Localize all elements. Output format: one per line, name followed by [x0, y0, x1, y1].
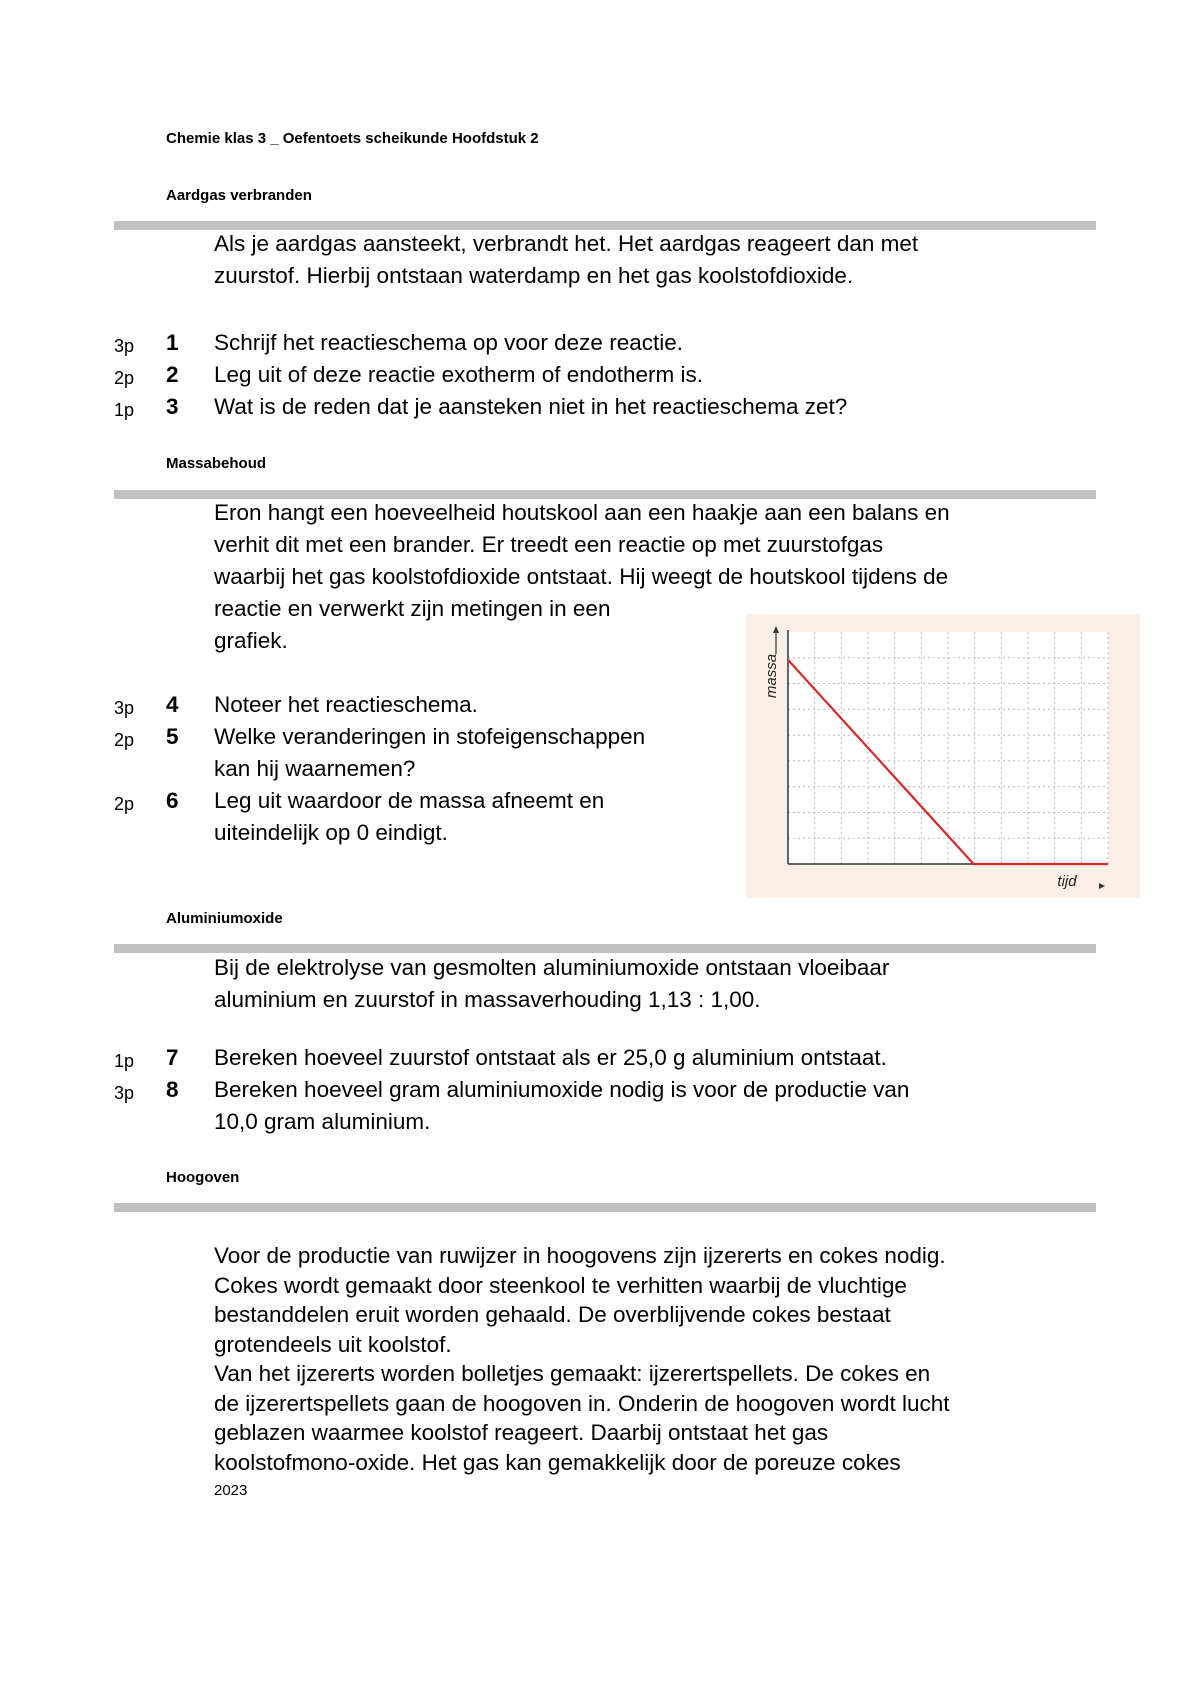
chart-xlabel: tijd	[1057, 873, 1077, 890]
question-points: 2p	[114, 368, 135, 388]
question-text: Leg uit of deze reactie exotherm of endotherm is.	[214, 362, 704, 387]
question-number: 3	[166, 394, 179, 419]
question-text: Bereken hoeveel gram aluminiumoxide nodig is voor de productie van 10,0 gram aluminium.	[214, 1077, 910, 1134]
section-rule	[114, 1203, 1096, 1212]
question-text: Welke veranderingen in stofeigenschappen kan hij waarnemen?	[214, 724, 646, 781]
question-number: 7	[166, 1045, 179, 1070]
section-title-aluminiumoxide: Aluminiumoxide	[166, 910, 283, 927]
section-intro: Als je aardgas aansteekt, verbrandt het. Het aardgas reageert dan met zuurstof. Hierbij ontstaan waterdamp en het gas koolstofdioxide.	[214, 231, 919, 288]
question-points: 3p	[114, 336, 135, 356]
question-text: Leg uit waardoor de massa afneemt en uiteindelijk op 0 eindigt.	[214, 788, 605, 845]
page-footer: 2023	[214, 1482, 248, 1499]
question-number: 8	[166, 1077, 179, 1102]
question-number: 5	[166, 724, 179, 749]
question-points: 1p	[114, 1051, 135, 1071]
question-points: 1p	[114, 400, 135, 420]
question-text: Wat is de reden dat je aansteken niet in het reactieschema zet?	[214, 394, 848, 419]
question-text: Noteer het reactieschema.	[214, 692, 478, 717]
section-intro: Voor de productie van ruwijzer in hoogovens zijn ijzererts en cokes nodig. Cokes wordt gemaakt door steenkool te verhitten waarbij de vluchtige bestanddelen eruit worden gehaald. De overblijvende cokes bestaat grotendeels uit koolstof. Van het ijzererts worden bolletjes gemaakt: ijzerertspellets. De cokes en de ijzerertspellets gaan de hoogoven in. Onderin de hoogoven wordt lucht geblazen waarmee koolstof reageert. Daarbij ontstaat het gas koolstofmono-oxide. Het gas kan gemakkelijk door de poreuze cokes	[214, 1243, 950, 1475]
question-text: Schrijf het reactieschema op voor deze reactie.	[214, 330, 683, 355]
mass-time-chart	[746, 614, 1140, 898]
chart-grid	[788, 632, 1108, 864]
chart-y-arrow-head	[773, 626, 779, 633]
question-number: 6	[166, 788, 179, 813]
chart-ylabel: massa	[763, 653, 780, 699]
chart-x-arrow-head	[1099, 883, 1105, 889]
section-title-aardgas: Aardgas verbranden	[166, 187, 312, 204]
question-points: 3p	[114, 698, 135, 718]
question-number: 2	[166, 362, 179, 387]
section-title-hoogoven: Hoogoven	[166, 1169, 240, 1186]
question-points: 3p	[114, 1083, 135, 1103]
question-points: 2p	[114, 730, 135, 750]
section-intro: Eron hangt een hoeveelheid houtskool aan een haakje aan een balans en verhit dit met een brander. Er treedt een reactie op met zuurstofgas waarbij het gas koolstofdioxide ontstaat. Hij weegt de houtskool tijdens de reactie en verwerkt zijn metingen in een grafiek.	[214, 500, 950, 653]
question-text: Bereken hoeveel zuurstof ontstaat als er 25,0 g aluminium ontstaat.	[214, 1045, 887, 1070]
chart-svg	[746, 614, 1140, 898]
section-intro: Bij de elektrolyse van gesmolten aluminiumoxide ontstaan vloeibaar aluminium en zuurstof in massaverhouding 1,13 : 1,00.	[214, 955, 890, 1012]
document-title: Chemie klas 3 _ Oefentoets scheikunde Hoofdstuk 2	[166, 130, 539, 147]
question-number: 1	[166, 330, 179, 355]
question-points: 2p	[114, 794, 135, 814]
section-title-massabehoud: Massabehoud	[166, 455, 267, 472]
question-number: 4	[166, 692, 179, 717]
